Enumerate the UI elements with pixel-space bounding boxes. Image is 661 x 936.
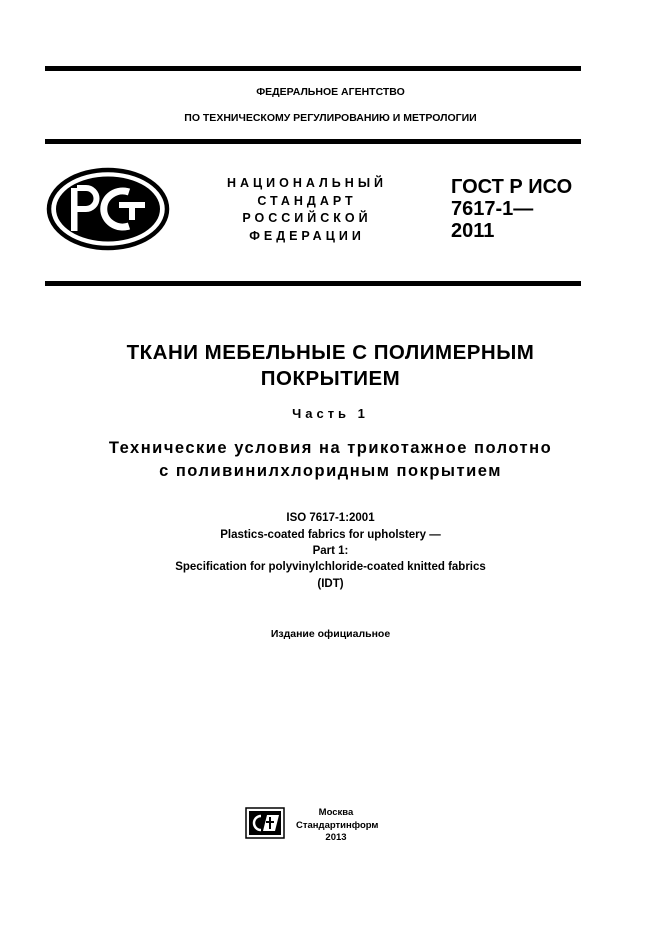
top-rule — [45, 66, 581, 71]
rst-conformity-mark-icon — [46, 167, 170, 251]
national-standard-line: СТАНДАРТ — [257, 193, 357, 208]
publisher-name: Стандартинформ — [296, 819, 379, 831]
agency-line-1: ФЕДЕРАЛЬНОЕ АГЕНТСТВО — [256, 86, 405, 98]
main-title-line-1: ТКАНИ МЕБЕЛЬНЫЕ С ПОЛИМЕРНЫМ — [126, 341, 535, 364]
iso-reference-line-5: (IDT) — [317, 578, 344, 590]
designation-line: 7617-1— — [451, 198, 534, 220]
national-standard-line: НАЦИОНАЛЬНЫЙ — [226, 176, 388, 190]
iso-reference-line-2: Plastics-coated fabrics for upholstery — — [220, 529, 441, 541]
iso-reference-line-3: Part 1: — [312, 545, 349, 557]
header-rule — [45, 139, 581, 144]
edition-label: Издание официальное — [270, 628, 391, 640]
subtitle-line-1: Технические условия на трикотажное полотно — [108, 439, 553, 457]
publication-year: 2013 — [325, 832, 347, 843]
national-standard-label — [212, 175, 402, 245]
standard-block-rule — [45, 281, 581, 286]
subtitle-line-2: с поливинилхлоридным покрытием — [159, 462, 502, 480]
designation-line: ГОСТ Р ИСО — [451, 176, 573, 198]
publisher-city: Москва — [318, 807, 354, 818]
designation-line: 2011 — [451, 220, 495, 242]
publisher-info — [296, 807, 379, 845]
national-standard-line: ФЕДЕРАЦИИ — [249, 228, 365, 243]
iso-reference-line-1: ISO 7617-1:2001 — [286, 512, 375, 524]
iso-reference-line-4: Specification for polyvinylchloride-coated knitted fabrics — [175, 561, 486, 573]
main-title-line-2: ПОКРЫТИЕМ — [260, 367, 401, 390]
agency-line-2: ПО ТЕХНИЧЕСКОМУ РЕГУЛИРОВАНИЮ И МЕТРОЛОГИИ — [184, 112, 477, 124]
part-label: Часть 1 — [292, 406, 369, 421]
national-standard-line: РОССИЙСКОЙ — [242, 211, 372, 225]
standartinform-logo-icon — [245, 807, 285, 839]
standard-designation — [451, 176, 591, 242]
